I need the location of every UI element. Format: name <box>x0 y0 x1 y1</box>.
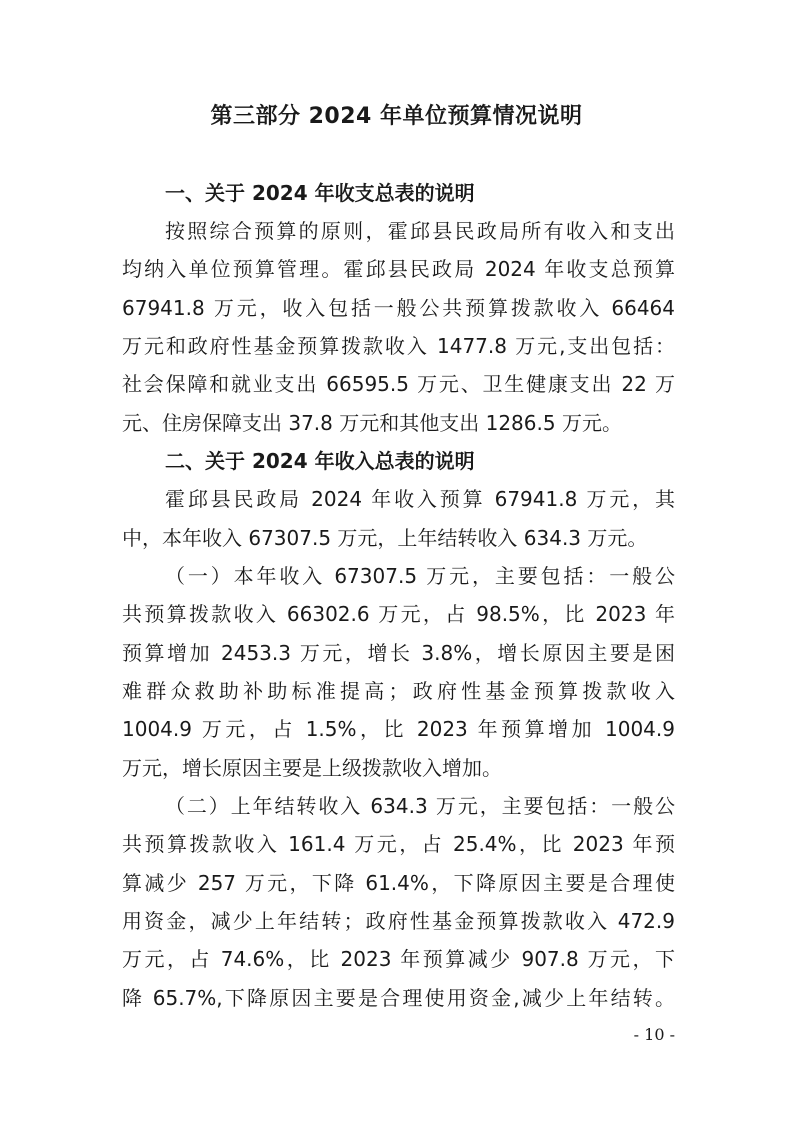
paragraph-line: 万元，增长原因主要是上级拨款收入增加。 <box>122 756 502 780</box>
paragraph-line: 按照综合预算的原则，霍邱县民政局所有收入和支出 <box>165 219 675 243</box>
section-heading-income-summary: 二、关于 2024 年收入总表的说明 <box>165 449 475 473</box>
paragraph-line: 预算增加 2453.3 万元，增长 3.8%，增长原因主要是困 <box>122 641 675 665</box>
paragraph-line: 万元和政府性基金预算拨款收入 1477.8 万元,支出包括： <box>122 334 675 358</box>
page-title: 第三部分 2024 年单位预算情况说明 <box>210 104 583 129</box>
paragraph-line: 1004.9 万元，占 1.5%，比 2023 年预算增加 1004.9 <box>122 717 675 741</box>
paragraph-line: 中，本年收入 67307.5 万元，上年结转收入 634.3 万元。 <box>122 526 648 550</box>
paragraph-line: （一）本年收入 67307.5 万元，主要包括：一般公 <box>165 564 675 588</box>
paragraph-line: 万元，占 74.6%，比 2023 年预算减少 907.8 万元，下 <box>122 947 675 971</box>
paragraph-line: 算减少 257 万元，下降 61.4%，下降原因主要是合理使 <box>122 871 675 895</box>
paragraph-line: 共预算拨款收入 161.4 万元，占 25.4%，比 2023 年预 <box>122 832 675 856</box>
page-number: - 10 - <box>633 1025 675 1044</box>
paragraph-line: 难群众救助补助标准提高；政府性基金预算拨款收入 <box>122 679 675 703</box>
paragraph-line: 67941.8 万元，收入包括一般公共预算拨款收入 66464 <box>122 296 675 320</box>
paragraph-line: 降 65.7%,下降原因主要是合理使用资金,减少上年结转。 <box>122 986 675 1010</box>
paragraph-line: 共预算拨款收入 66302.6 万元，占 98.5%，比 2023 年 <box>122 602 675 626</box>
section-heading-income-expenditure-summary: 一、关于 2024 年收支总表的说明 <box>165 181 475 205</box>
paragraph-line: （二）上年结转收入 634.3 万元，主要包括：一般公 <box>165 794 675 818</box>
paragraph-line: 社会保障和就业支出 66595.5 万元、卫生健康支出 22 万 <box>122 372 675 396</box>
paragraph-line: 用资金，减少上年结转；政府性基金预算拨款收入 472.9 <box>122 909 675 933</box>
paragraph-line: 均纳入单位预算管理。霍邱县民政局 2024 年收支总预算 <box>122 257 675 281</box>
paragraph-line: 元、住房保障支出 37.8 万元和其他支出 1286.5 万元。 <box>122 411 622 435</box>
paragraph-line: 霍邱县民政局 2024 年收入预算 67941.8 万元，其 <box>165 487 675 511</box>
